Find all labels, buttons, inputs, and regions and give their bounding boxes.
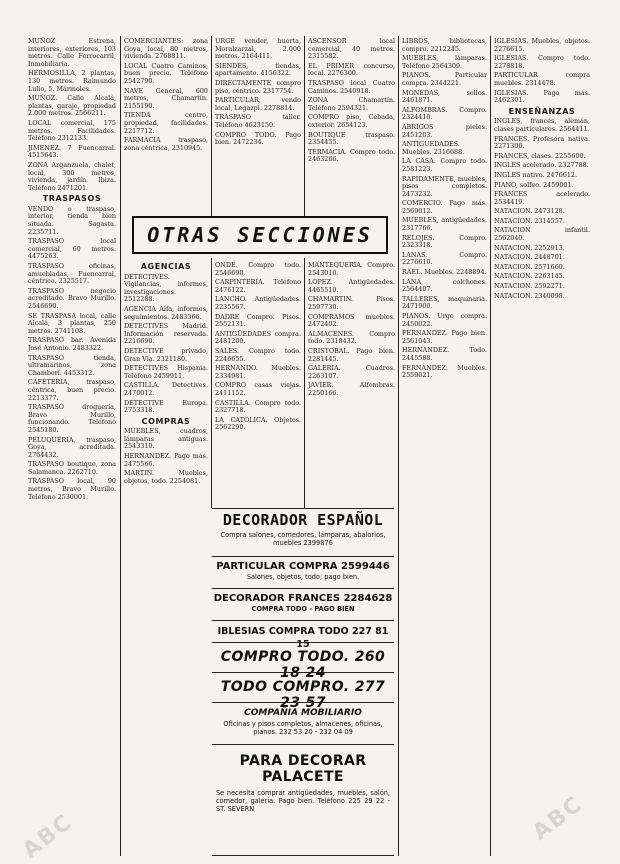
classified-ad: LA CASA. Compro todo. 2581223. bbox=[402, 157, 487, 173]
classified-ad: TERMACIA. Compro todo. 2463266. bbox=[308, 147, 395, 164]
classified-ad: TRASPASO local Cuatro Caminos. 2540918. bbox=[308, 78, 395, 95]
classified-ad: IGLESIAS. Pago más. 2462301. bbox=[494, 88, 590, 105]
classified-ad: PIANOS. Urge compra. 2450022. bbox=[402, 312, 487, 328]
classified-ad: MARTIN. Muebles, objetos, todo. 2254081. bbox=[124, 469, 208, 485]
watermark: ABC bbox=[18, 809, 78, 864]
classified-ad: COMPRAMOS muebles. 2472402. bbox=[308, 312, 395, 329]
classified-ad: TRASPASO bar. Avenida José Antonio. 2483322. bbox=[28, 336, 116, 352]
classified-ad: TRASPASO local comercial, 60 metros. 4475263. bbox=[28, 237, 116, 261]
classified-ad: CASTILLA. Detectives. 2470012. bbox=[124, 381, 208, 397]
classified-ad: GALERIA. Cuadros. 2263107. bbox=[308, 364, 395, 380]
ad-body: Salones, objetos, todo; pago bien. bbox=[246, 573, 360, 581]
classified-ad: FARMACIA traspaso, zona céntrica, 2310945. bbox=[124, 136, 208, 152]
classified-ad: HERNANDO. Muebles. 2334981. bbox=[215, 364, 301, 380]
classified-ad: URGE vender, huerta, Moralzarzal, 2.000 metros. 2164411. bbox=[215, 37, 301, 61]
classified-ad: LANCHO. Antigüedades. 2235567. bbox=[215, 295, 301, 311]
classified-ad: LOPEZ. Antigüedades. 4465510. bbox=[308, 278, 395, 294]
classified-ad: LOCAL Cuatro Caminos, buen precio. Teléfono 2542790. bbox=[124, 61, 208, 85]
ad-headline: IBLESIAS COMPRA TODO 227 81 15 bbox=[217, 626, 389, 650]
classified-ad: JIMENEZ. 7 Fuencarral. 4515643. bbox=[28, 143, 116, 160]
ad-decorador-espanol bbox=[212, 508, 394, 556]
classified-ad: NATACION infantil. 2562040. bbox=[494, 226, 590, 243]
section-heading-agencias: AGENCIAS bbox=[140, 262, 192, 271]
ad-para-decorar-palacete bbox=[212, 744, 394, 856]
classified-ad: EL PRIMER concurso, local. 2276300. bbox=[308, 61, 395, 78]
classified-ad: ANTIGÜEDADES compra. 2481200. bbox=[215, 329, 301, 346]
classified-ad: ZONA Arganzuela, chalet, local, 300 metros, vivienda, jardín. Ibiza. Teléfono 2471201. bbox=[28, 160, 116, 192]
ad-compania-mobiliario bbox=[212, 702, 394, 744]
classified-ad: NATACION. 2473128. bbox=[494, 207, 565, 216]
classified-ad: TRASPASO taller. Teléfono 4623150. bbox=[215, 113, 301, 129]
classified-ad: TRASPASO local, 90 metros, Bravo Murillo. Teléfono 2530001. bbox=[28, 477, 116, 501]
ad-body: Se necesita comprar antigüedades, muebles, salón, comedor, galería. Pago bien. Teléfono 225 29 22 - ST. SEVERN bbox=[216, 789, 390, 813]
column-3-top bbox=[215, 38, 301, 214]
banner-otras-secciones: OTRAS SECCIONES bbox=[132, 216, 388, 254]
classified-ad: ALFOMBRAS. Compro. 2324410. bbox=[402, 105, 487, 122]
classified-ad: TALLERES, maquinaria. 2471900. bbox=[402, 294, 487, 311]
classified-ad: FERNANDEZ. Muebles. 2559021. bbox=[402, 363, 487, 380]
classified-ad: RAEL. Muebles. 2248894. bbox=[402, 268, 487, 277]
classified-ad: IGLESIAS. Compro todo. 2278818. bbox=[494, 54, 590, 70]
classified-ad: LOCAL comercial, 175 metros. Facilidades. Teléfono 2312133. bbox=[28, 118, 116, 143]
classified-ad: LANAS. Compro. 2276610. bbox=[402, 250, 487, 267]
column-4-lower bbox=[308, 262, 395, 506]
classified-ad: SIENDES, tiendas, apartamento. 4156322. bbox=[215, 61, 301, 78]
classified-ad: DETECTIVE Europa. 2753318. bbox=[124, 398, 208, 415]
column-rule bbox=[211, 36, 212, 216]
classified-ad: PIANOS. Particular compra. 2344221. bbox=[402, 71, 487, 87]
classified-ad: PIANO, solfeo. 2459001. bbox=[494, 180, 574, 189]
section-heading-ensenanzas: ENSEÑANZAS bbox=[508, 106, 576, 116]
classified-ad: TIENDA centro, propiedad, facilidades. 2217712. bbox=[124, 111, 208, 135]
classified-ad: MUÑOZ Estrena, interiores, exteriores, 103 metros. Calle Ferrocarril, Inmobiliaria. bbox=[28, 37, 116, 68]
ad-headline: TODO COMPRO. 277 23 57 bbox=[220, 679, 386, 711]
classified-ad: HERNANDEZ. Pago más. 2475566. bbox=[124, 452, 208, 468]
classified-ad: DADRE Compro. Pisos. 2552131. bbox=[215, 312, 301, 329]
classified-ad: FRANCES acelerado. 2534419. bbox=[494, 190, 590, 206]
classified-ad: RAPIDAMENTE, muebles, pisos completos. 2473232. bbox=[402, 174, 487, 198]
classified-ad: INGLES acelerado. 2327788. bbox=[494, 161, 589, 170]
ad-headline: COMPRO TODO. 260 18 24 bbox=[220, 649, 386, 681]
classified-ad: SE TRASPASA local, calle Alcalá, 3 plantas, 250 metros. 2741108. bbox=[28, 311, 116, 335]
column-3-lower bbox=[215, 262, 301, 506]
classified-ad: COMPRO casas viejas. 2411152. bbox=[215, 381, 301, 397]
classified-ad: DETECTIVES Madrid. Información reservada. 2216690. bbox=[124, 322, 208, 346]
classified-ad: PARTICULAR, vendo local, Legazpi. 2278814. bbox=[215, 96, 301, 112]
ad-body: COMPRA TODO - PAGO BIEN bbox=[251, 605, 355, 613]
ad-headline: DECORADOR ESPAÑOL bbox=[222, 511, 384, 529]
classified-ad: NATACION. 2263145. bbox=[494, 272, 565, 281]
classified-ad: DIRECTAMENTE compro piso, céntrico. 2317754. bbox=[215, 78, 301, 95]
classified-ad: CASTILLA. Compro todo. 2327718. bbox=[215, 398, 301, 415]
ad-body: Oficinas y pisos completos, almacenes, oficinas, pianos. 232 53 20 - 232 04 09 bbox=[223, 720, 383, 736]
classified-ad: TRASPASO boutique, zona Salamanca. 2262710. bbox=[28, 460, 116, 476]
classified-ad: NATACION. 2340098. bbox=[494, 291, 565, 300]
classified-ad: NATACION. 2314557. bbox=[494, 216, 565, 225]
column-rule bbox=[304, 258, 305, 508]
classified-ad: ALMACENES. Compro todo. 2318432. bbox=[308, 329, 395, 346]
classified-ad: CRISTOBAL. Pago bien. 2281445. bbox=[308, 346, 395, 363]
classified-ad: MUEBLES, antigüedades. 2317766. bbox=[402, 216, 487, 233]
classified-ad: MONEDAS, sellos. 2461871. bbox=[402, 88, 487, 105]
classified-ad: AGENCIA Alfa, informes, seguimientos. 2483366. bbox=[124, 304, 208, 321]
classified-ad: MUEBLES, lámparas. Teléfono 2564309. bbox=[402, 54, 487, 70]
classified-ad: MANTEQUERIA. Compro. 2543010. bbox=[308, 261, 395, 277]
column-4-top bbox=[308, 38, 395, 214]
classified-ad: CHAMARTIN. Pisos. 2597730. bbox=[308, 295, 395, 311]
column-rule bbox=[120, 36, 121, 856]
classified-ad: TRASPASO negocio acreditado. Bravo Murillo. 2546690. bbox=[28, 286, 116, 310]
classified-ad: VENDO o traspaso, interior, tienda bien situada. Sagasta. 2235711. bbox=[28, 204, 116, 236]
classified-ad: LIBROS, bibliotecas, compro. 2212245. bbox=[402, 37, 487, 53]
ad-headline: PARTICULAR COMPRA 2599446 bbox=[216, 561, 390, 572]
classified-ad: COMERCIO. Pago más. 2569012. bbox=[402, 199, 487, 215]
ad-headline: PARA DECORAR PALACETE bbox=[239, 753, 367, 785]
classified-ad: NATACION. 2571660. bbox=[494, 262, 565, 271]
column-rule bbox=[490, 36, 491, 856]
column-6 bbox=[494, 38, 590, 856]
classified-ad: LANA, colchones. 2564407. bbox=[402, 277, 487, 294]
classified-ad: LA CATOLICA. Objetos. 2562290. bbox=[215, 415, 301, 432]
classified-ad: JAVIER. Alfombras. 2250166. bbox=[308, 381, 395, 397]
classified-ad: IGLESIAS. Muebles, objetos. 2276615. bbox=[494, 37, 590, 53]
classified-ad: PELUQUERIA, traspaso, Goya, acreditada. 2764432. bbox=[28, 435, 116, 459]
classified-ad: BOUTIQUE traspaso. 2354455. bbox=[308, 130, 395, 147]
column-rule bbox=[398, 36, 399, 856]
classified-ad: CAFETERIA, traspaso, céntrica, buen precio. 2213377. bbox=[28, 378, 116, 402]
classified-ad: NATACION. 2252913. bbox=[494, 243, 565, 252]
classified-ad: SALES. Compro todo. 2246655. bbox=[215, 346, 301, 363]
section-heading-compras: COMPRAS bbox=[141, 416, 191, 426]
ad-particular-compra bbox=[212, 556, 394, 588]
ad-headline: DECORADOR FRANCES 2284628 bbox=[213, 593, 393, 604]
ad-headline: COMPAÑIA MOBILIARIO bbox=[244, 708, 362, 718]
classified-ad: NATACION. 2448701. bbox=[494, 253, 565, 262]
classified-ad: MUÑOZ. Calle Alcalá, plantas, garaje, propiedad 2.000 metros. 2566211. bbox=[28, 94, 116, 118]
ad-decorador-frances bbox=[212, 588, 394, 620]
classified-ad: ANTIGUEDADES. Muebles. 2316688. bbox=[402, 140, 465, 156]
classified-ad: COMPRO TODO. Pago bien. 2472234. bbox=[215, 130, 301, 147]
classified-ad: FRANCES. Profesora nativa. 2271300. bbox=[494, 134, 590, 151]
classified-ad: NATACION. 2592271. bbox=[494, 282, 565, 291]
classified-ad: DETECTIVE privado, Gran Vía. 2321180. bbox=[124, 346, 208, 363]
classified-ad: PARTICULAR compra muebles. 2314478. bbox=[494, 71, 590, 87]
classified-ad: ZONA Chamartín. Teléfono 2594321. bbox=[308, 96, 395, 112]
ad-compro-todo bbox=[212, 642, 394, 681]
classified-ad: INGLES nativo. 2476612. bbox=[494, 170, 577, 179]
classified-ad: ONDE. Compro todo. 2546690. bbox=[215, 261, 301, 277]
ad-iglesias-compra bbox=[212, 620, 394, 650]
classified-ad: TRASPASO oficinas, amuebladas, Fuencarral, céntrico. 2325517. bbox=[28, 262, 116, 286]
classified-ad: DETECTIVES Hispania. Teléfono 2459911. bbox=[124, 364, 208, 380]
column-2-lower bbox=[124, 260, 208, 856]
classified-ad: COMPRO piso, Cebada, exterior. 2654123. bbox=[308, 113, 395, 129]
classified-ad: INGLES, francés, alemán, clases particulares. 2564411. bbox=[494, 117, 590, 133]
classified-ad: COMERCIANTES: zona Goya, local, 80 metros, vivienda. 2768811. bbox=[124, 37, 208, 61]
ad-todo-compro bbox=[212, 672, 394, 711]
column-1 bbox=[28, 38, 116, 856]
classified-ad: RELOJES. Compro. 2323318. bbox=[402, 233, 487, 250]
classified-ad: NAVE General, 600 metros, Chamartín. 2155190. bbox=[124, 86, 208, 110]
classified-ad: HERNANDEZ. Todo. 2445588. bbox=[402, 346, 487, 362]
classified-ad: TRASPASO droguería, Bravo Murillo, funcionando. Teléfono 2545180. bbox=[28, 403, 116, 434]
column-5 bbox=[402, 38, 487, 856]
classified-ad: CARPINTERIA. Teléfono 2476122. bbox=[215, 278, 301, 294]
watermark: ABC bbox=[528, 791, 588, 846]
classified-ad: MUEBLES, cuadros, lámparas antiguas. 2543310. bbox=[124, 427, 208, 451]
ad-body: Compra salones, comedores, lámparas, abalorios, muebles 2399876 bbox=[220, 531, 386, 547]
column-2-top bbox=[124, 38, 208, 214]
classified-ad: TRASPASO tienda, ultramarinos, zona Chamberí. 4453312. bbox=[28, 353, 116, 377]
section-heading-traspasos: TRASPASOS bbox=[42, 194, 102, 204]
classified-ad: FERNANDEZ. Pago bien. 2561043. bbox=[402, 329, 487, 345]
column-rule bbox=[304, 36, 305, 216]
classified-ad: ABRIGOS pieles. 2451203. bbox=[402, 122, 487, 139]
classified-ad: DETECTIVES. Vigilancias, informes, investigaciones. 2512288. bbox=[124, 272, 208, 304]
column-rule bbox=[211, 258, 212, 508]
classified-ad: HERMOSILLA, 2 plantas, 130 metros. Raimundo Lulio, 5. Mármoles. bbox=[28, 69, 116, 93]
classified-ad: ASCENSOR local comercial, 40 metros. 2315582. bbox=[308, 37, 395, 61]
classified-ad: FRANCES, clases. 2255600. bbox=[494, 151, 586, 160]
